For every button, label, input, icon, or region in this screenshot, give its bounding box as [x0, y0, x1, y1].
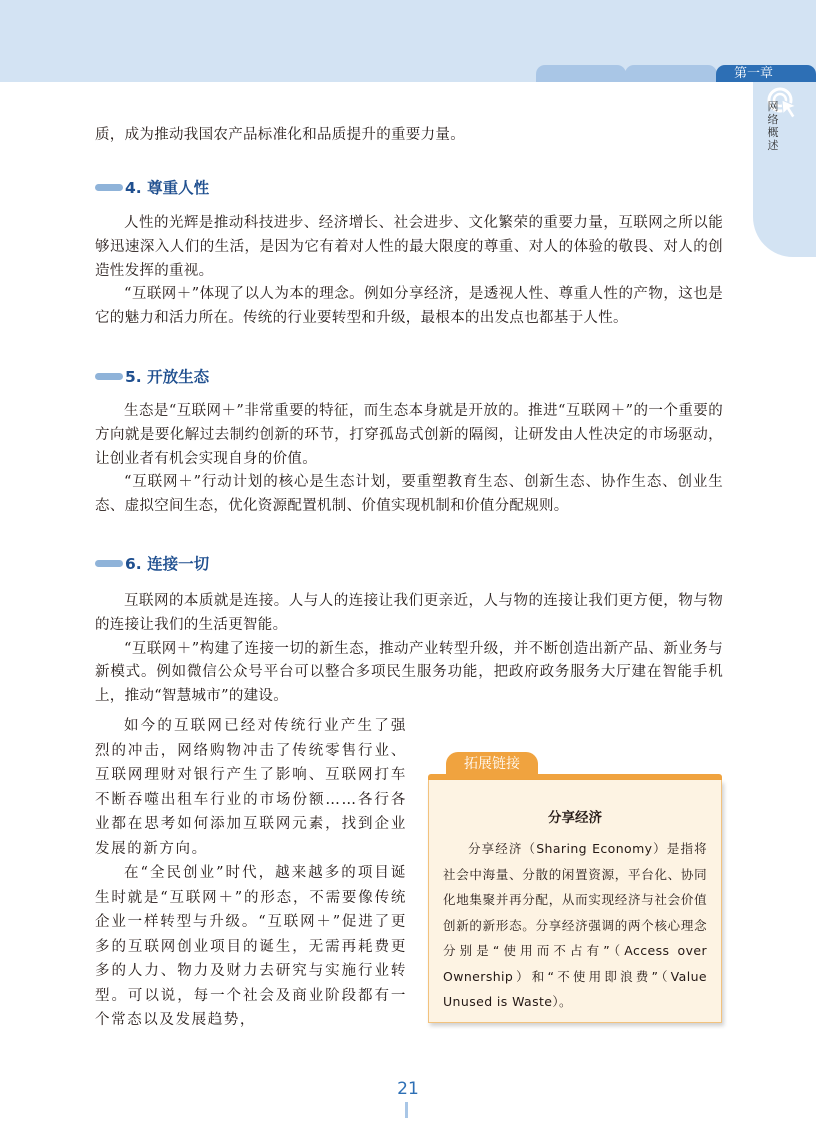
- side-title-char: 网: [767, 100, 779, 113]
- side-title-char: 概: [767, 126, 779, 139]
- section-body-5: [95, 400, 723, 519]
- intro-block: [95, 124, 723, 148]
- extension-link-box: [428, 780, 722, 1023]
- header-tab-decor-1: [536, 65, 626, 82]
- intro-paragraph: 质，成为推动我国农产品标准化和品质提升的重要力量。: [95, 127, 465, 143]
- paragraph: “互联网＋”行动计划的核心是生态计划，要重塑教育生态、创新生态、协作生态、创业生态、虚拟空间生态，优化资源配置机制、价值实现机制和价值分配规则。: [95, 474, 723, 515]
- paragraph: “互联网＋”体现了以人为本的理念。例如分享经济，是透视人性、尊重人性的产物，这也是它的魅力和活力所在。传统的行业要转型和升级，最根本的出发点也都基于人性。: [95, 286, 723, 327]
- heading-bar-decor: [95, 560, 123, 567]
- page-number: 21: [397, 1079, 419, 1099]
- section-heading-text: 5. 开放生态: [125, 368, 210, 386]
- extension-box-text: 分享经济（Sharing Economy）是指将社会中海量、分散的闲置资源，平台化、协同化地集聚并再分配，从而实现经济与社会价值创新的新形态。分享经济强调的两个核心理念分别是“使用而不占有”（Access over Ownership）和“不使用即浪费”（Value Unused is Waste）。: [443, 841, 707, 1009]
- paragraph: 如今的互联网已经对传统行业产生了强烈的冲击，网络购物冲击了传统零售行业、互联网理财对银行产生了影响、互联网打车不断吞噬出租车行业的市场份额……各行各业都在思考如何添加互联网元素，找到企业发展的新方向。: [95, 718, 407, 857]
- section-heading-5: [95, 364, 209, 388]
- side-chapter-title: [765, 100, 781, 152]
- section-heading-text: 6. 连接一切: [125, 555, 210, 573]
- page-number-tick: [405, 1102, 408, 1118]
- paragraph: “互联网＋”构建了连接一切的新生态，推动产业转型升级，并不断创造出新产品、新业务与新模式。例如微信公众号平台可以整合多项民生服务功能，把政府政务服务大厅建在智能手机上，推动“智慧城市”的建设。: [95, 640, 723, 705]
- paragraph: 人性的光辉是推动科技进步、经济增长、社会进步、文化繁荣的重要力量，互联网之所以能够迅速深入人们的生活，是因为它有着对人性的最大限度的尊重、对人的体验的敬畏、对人的创造性发挥的重视。: [95, 215, 723, 279]
- side-chapter-marker: [753, 82, 816, 257]
- side-title-char: 络: [767, 113, 779, 126]
- section-heading-4: [95, 175, 209, 199]
- section-body-4: [95, 212, 723, 331]
- section-heading-6: [95, 551, 209, 575]
- section-heading-text: 4. 尊重人性: [125, 179, 210, 197]
- paragraph: 在“全民创业”时代，越来越多的项目诞生时就是“互联网＋”的形态，不需要像传统企业一样转型与升级。“互联网＋”促进了更多的互联网创业项目的诞生，无需再耗费更多的人力、物力及财力去研究与实施行业转型。可以说，每一个社会及商业阶段都有一个常态以及发展趋势，: [95, 865, 407, 1028]
- section-body-6: [95, 590, 723, 709]
- side-title-char: 述: [767, 139, 779, 152]
- chapter-tab: 第一章: [716, 65, 816, 82]
- extension-box-title: 分享经济: [548, 810, 602, 826]
- heading-bar-decor: [95, 373, 123, 380]
- paragraph: 生态是“互联网＋”非常重要的特征，而生态本身就是开放的。推进“互联网＋”的一个重要的方向就是要化解过去制约创新的环节，打穿孤岛式创新的隔阂，让研发由人性决定的市场驱动，让创业者有机会实现自身的价值。: [95, 403, 723, 467]
- paragraph: 互联网的本质就是连接。人与人的连接让我们更亲近，人与物的连接让我们更方便，物与物的连接让我们的生活更智能。: [95, 593, 723, 633]
- extension-link-tab: 拓展链接: [446, 752, 538, 776]
- left-column-text: [95, 714, 407, 1033]
- header-tab-decor-2: [625, 65, 717, 82]
- heading-bar-decor: [95, 184, 123, 191]
